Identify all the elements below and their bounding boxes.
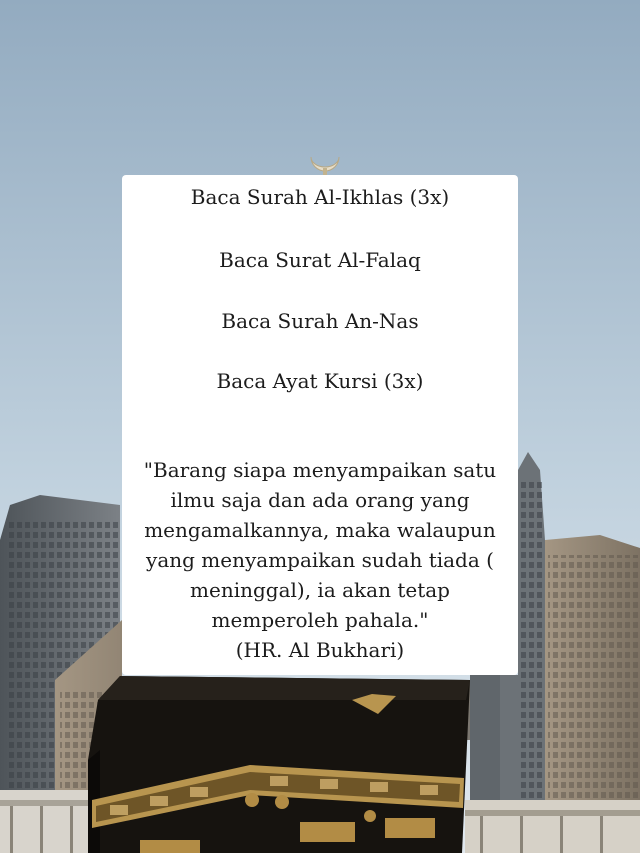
instruction-line: Baca Surat Al-Falaq [219,248,421,272]
quote-line: meninggal), ia akan tetap [190,578,450,602]
instruction-line: Baca Surah Al-Ikhlas (3x) [190,185,450,209]
quote-line: yang menyampaikan sudah tiada ( [146,548,494,572]
hadith-quote [122,455,518,665]
kaaba [88,676,470,853]
instruction-line: Baca Ayat Kursi (3x) [216,369,424,393]
quote-line: mengamalkannya, maka walaupun [144,518,496,542]
instruction-line: Baca Surah An-Nas [221,309,419,333]
quote-line: ilmu saja dan ada orang yang [170,488,470,512]
quote-line: "Barang siapa menyampaikan satu [143,458,497,482]
dua-card [122,175,518,675]
quote-line: memperoleh pahala." [211,608,429,632]
quote-source: (HR. Al Bukhari) [235,638,405,662]
